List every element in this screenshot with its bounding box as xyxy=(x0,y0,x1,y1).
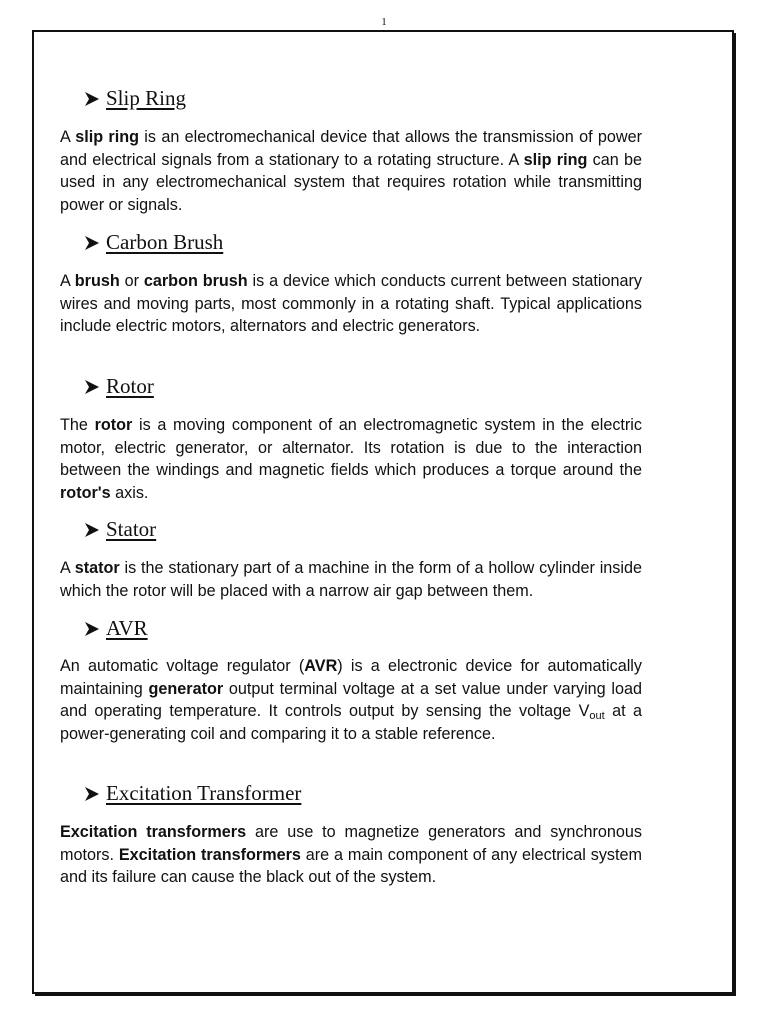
section-heading-slip-ring xyxy=(84,86,186,111)
bold-term: slip ring xyxy=(523,150,588,169)
section-body xyxy=(60,126,642,216)
text-run: are use to magnetize generators and synchronous motors. xyxy=(60,823,643,864)
text-run: A xyxy=(60,128,76,146)
text-run: A xyxy=(60,272,75,290)
section-body xyxy=(60,821,642,889)
bold-term: carbon brush xyxy=(143,272,248,290)
section-body xyxy=(60,270,642,338)
text-run: A xyxy=(60,559,75,577)
bold-term: generator xyxy=(148,679,224,698)
arrow-bullet-icon xyxy=(84,522,100,538)
section-title: Carbon Brush xyxy=(106,230,224,254)
bold-term: stator xyxy=(74,559,120,577)
text-run: are a main component of any electrical system and its failure can cause the black out of the system. xyxy=(60,845,643,886)
bold-term: rotor xyxy=(94,416,133,434)
text-run: can be used in any electromechanical system that requires rotation while transmitting power or signals. xyxy=(60,150,642,214)
text-run: The xyxy=(60,416,95,434)
text-run: is an electromechanical device that allows the transmission of power and electrical signals from a stationary to a rotating structure. A xyxy=(60,128,642,169)
section-heading-rotor xyxy=(84,374,154,399)
section-body xyxy=(60,557,642,602)
section-title: Slip Ring xyxy=(106,86,186,110)
text-run: is a moving component of an electromagnetic system in the electric motor, electric generator, or alternator. Its rotation is due to the interaction between the windings and magnetic fields which produces a torque around the xyxy=(60,416,642,479)
text-run: output terminal voltage at a set value under varying load and operating temperature. It controls output by sensing the voltage V xyxy=(60,679,642,720)
text-run: at a power-generating coil and comparing it to a stable reference. xyxy=(60,702,642,743)
section-heading-avr xyxy=(84,616,148,641)
section-heading-excitation-transformer xyxy=(84,781,301,806)
arrow-bullet-icon xyxy=(84,91,100,107)
text-run: axis. xyxy=(110,483,149,502)
page-number: 1 xyxy=(381,16,387,28)
section-body xyxy=(60,414,642,504)
text-run: ) is a electronic device for automatically maintaining xyxy=(60,657,643,698)
section-title: Rotor xyxy=(106,374,154,398)
bold-term: Excitation transformers xyxy=(60,823,247,841)
arrow-bullet-icon xyxy=(84,235,100,251)
section-title: Stator xyxy=(106,517,157,541)
section-heading-carbon-brush xyxy=(84,230,223,255)
arrow-bullet-icon xyxy=(84,786,100,802)
section-body xyxy=(60,655,642,745)
text-run: is the stationary part of a machine in the form of a hollow cylinder inside which the rotor will be placed with a narrow air gap between them. xyxy=(60,559,642,600)
arrow-bullet-icon xyxy=(84,379,100,395)
bold-term: rotor's xyxy=(60,483,111,502)
arrow-bullet-icon xyxy=(84,621,100,637)
subscript: out xyxy=(589,710,605,722)
section-title: AVR xyxy=(106,616,148,640)
text-run: An automatic voltage regulator ( xyxy=(60,657,305,675)
bold-term: brush xyxy=(74,272,120,290)
section-heading-stator xyxy=(84,517,156,542)
section-title: Excitation Transformer xyxy=(106,781,302,805)
bold-term: Excitation transformers xyxy=(118,845,301,864)
bold-term: slip ring xyxy=(75,128,139,146)
bold-term: AVR xyxy=(304,657,338,675)
text-run: or xyxy=(119,272,144,290)
text-run: is a device which conducts current between stationary wires and moving parts, most commonly in a rotating shaft. Typical applications include electric motors, alternators and electric generators. xyxy=(60,272,643,335)
